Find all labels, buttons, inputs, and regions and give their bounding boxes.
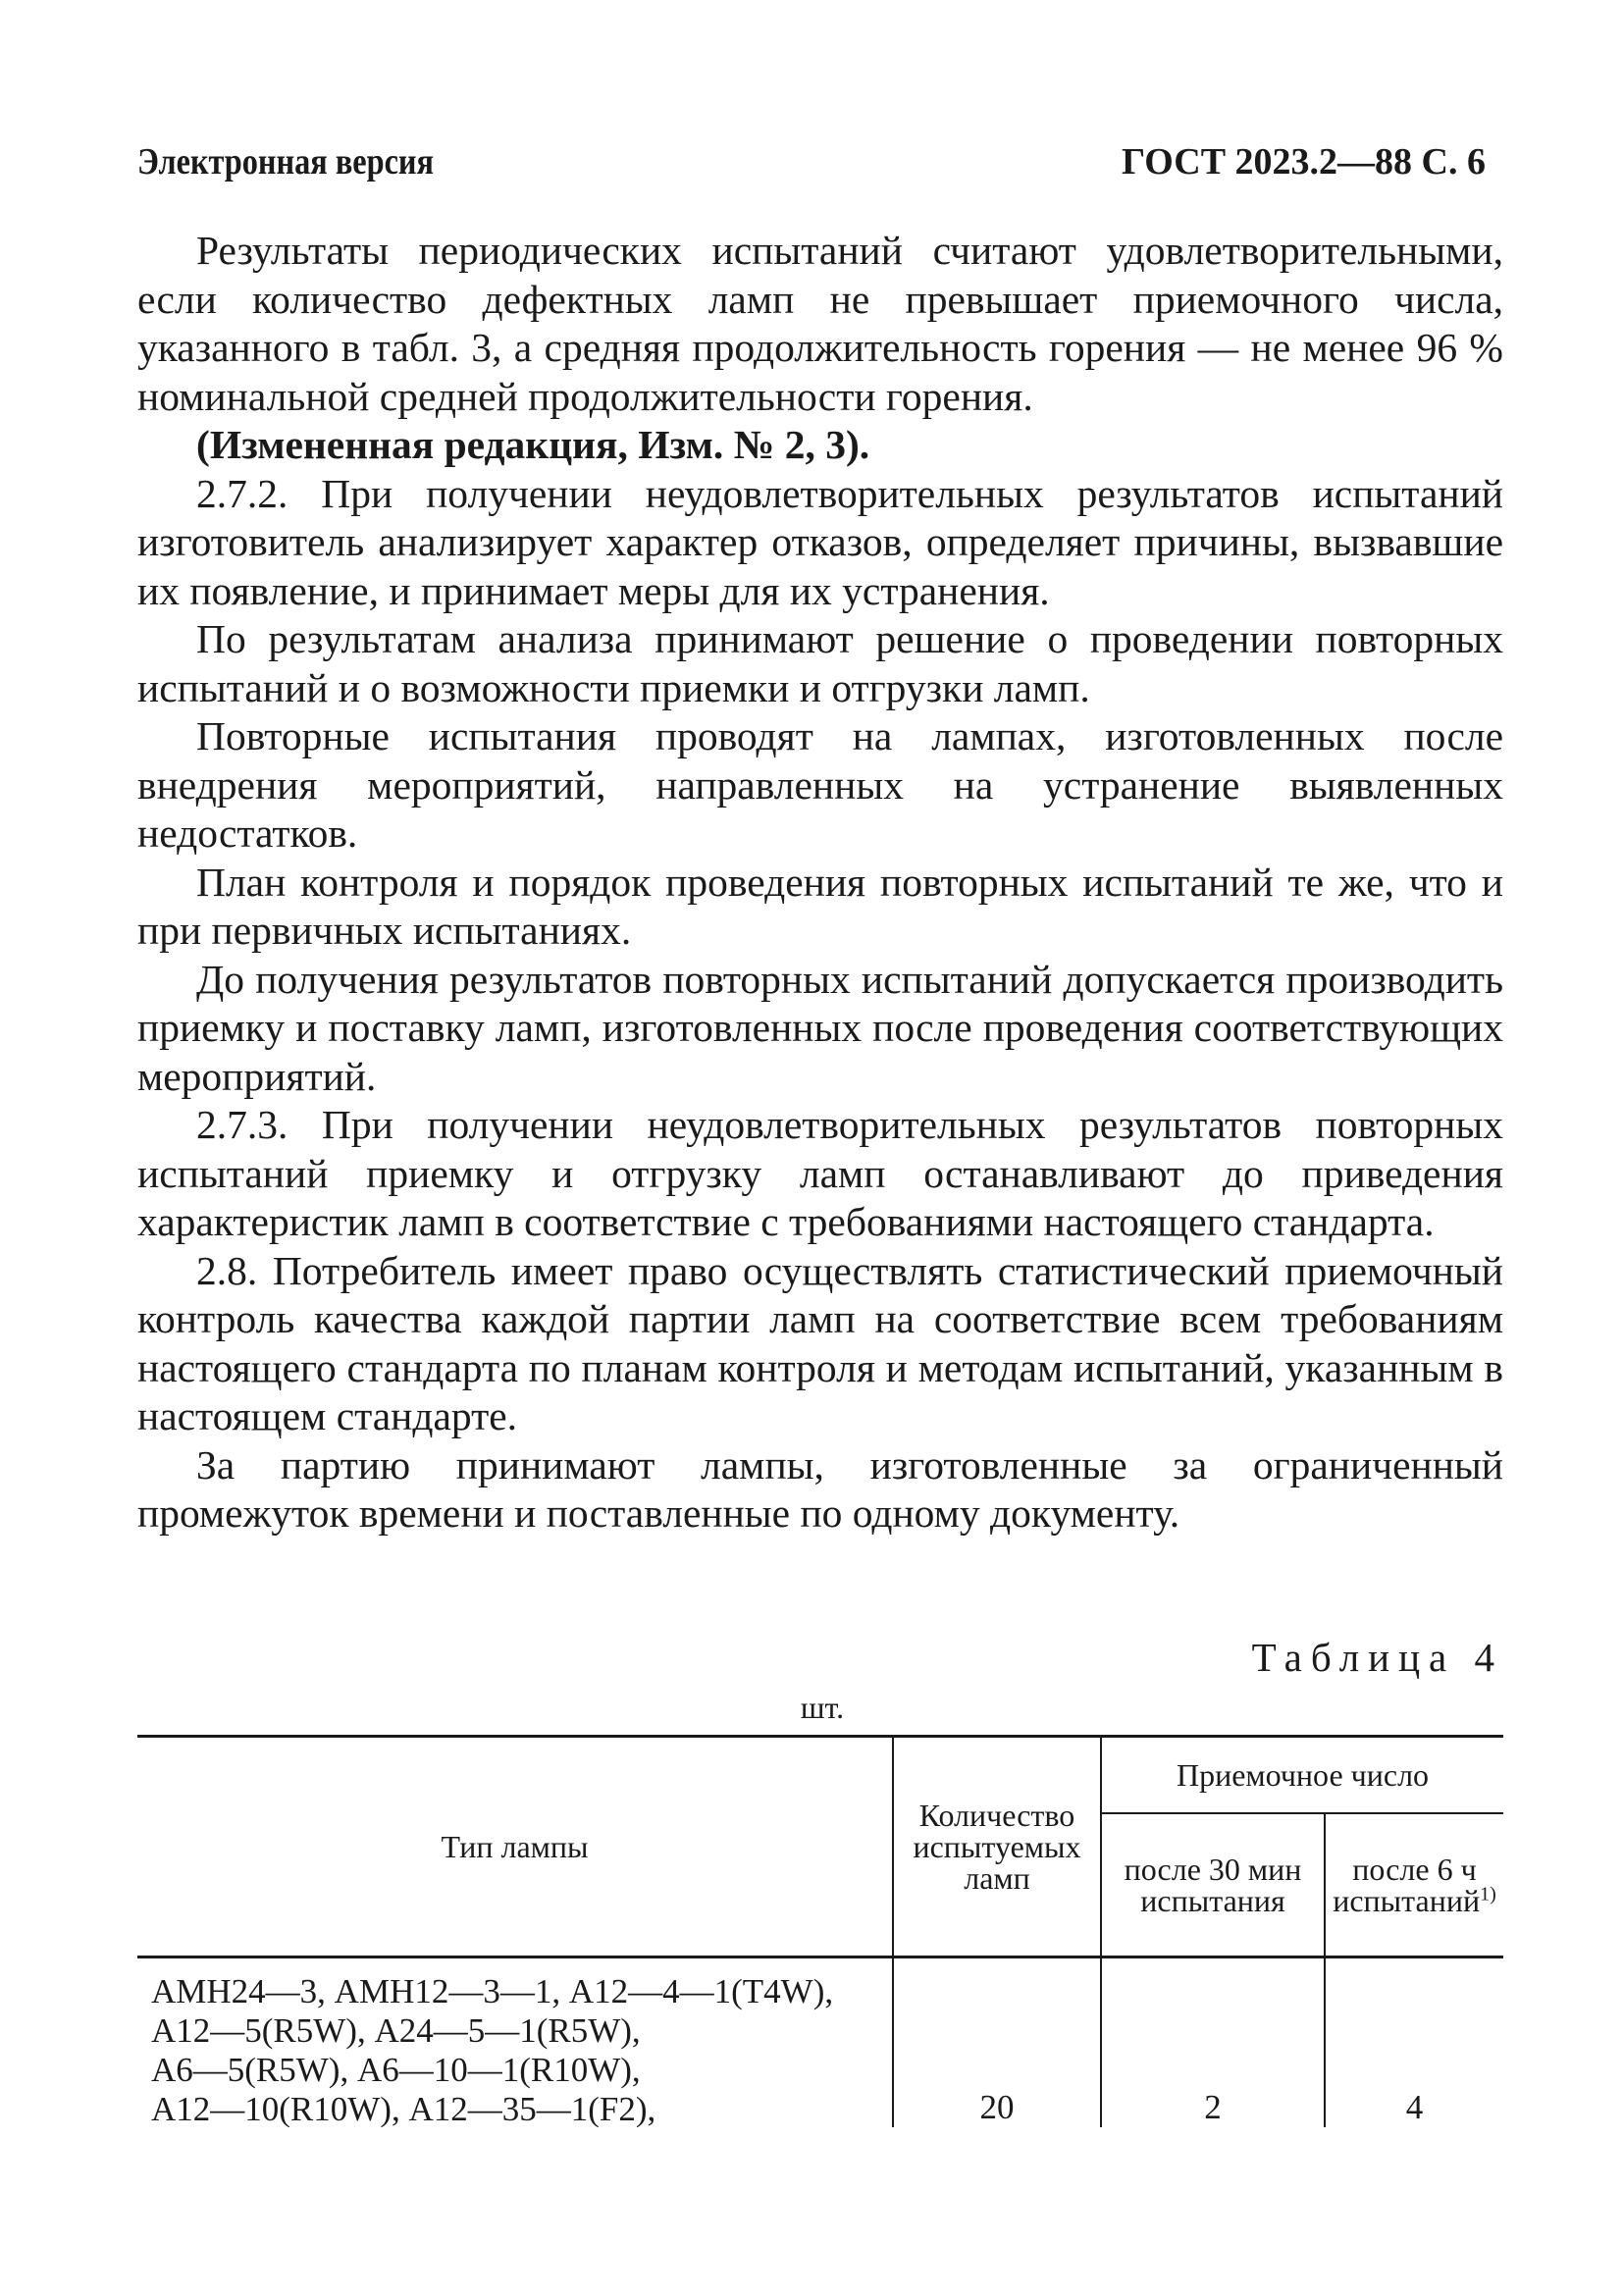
cell-after-30-min: 2 bbox=[1101, 1957, 1325, 2128]
paragraph: По результатам анализа принимают решение о проведении повторных испытаний и о возможности приемки и отгрузки ламп. bbox=[137, 616, 1503, 710]
paragraph: До получения результатов повторных испытаний допускается производить приемку и поставку ламп, изготовленных после проведения соответствующих мероприятий. bbox=[137, 956, 1503, 1099]
amendment-note: (Измененная редакция, Изм. № 2, 3). bbox=[196, 422, 870, 467]
paragraph: План контроля и порядок проведения повторных испытаний те же, что и при первичных испытаниях. bbox=[137, 859, 1503, 953]
cell-after-6-h: 4 bbox=[1325, 1957, 1503, 2128]
header-after-30-min: после 30 мин испытания bbox=[1101, 1813, 1325, 1957]
table-row bbox=[137, 1957, 1503, 2128]
cell-lamp-type: АМН24—3, АМН12—3—1, А12—4—1(Т4W), А12—5(R5W), А24—5—1(R5W), А6—5(R5W), А6—10—1(R10W), А12—10(R10W), А12—35—1(F2), bbox=[137, 1957, 893, 2128]
paragraph: 2.8. Потребитель имеет право осуществлять статистический приемочный контроль качества каждой партии ламп на соответствие всем требованиям настоящего стандарта по планам контроля и методам испытаний, указанным в настоящем стандарте. bbox=[137, 1247, 1503, 1438]
running-header bbox=[137, 137, 1486, 186]
paragraph: 2.7.2. При получении неудовлетворительных результатов испытаний изготовитель анализирует характер отказов, определяет причины, вызвавшие их появление, и принимает меры для их устранения. bbox=[137, 470, 1503, 613]
footnote-mark: 1) bbox=[1480, 1883, 1496, 1905]
table-caption: Таблица 4 bbox=[1251, 1635, 1503, 1680]
header-right-label: ГОСТ 2023.2—88 С. 6 bbox=[1122, 141, 1486, 183]
header-lamp-type: Тип лампы bbox=[137, 1737, 893, 1957]
header-acceptance-number: Приемочное число bbox=[1101, 1737, 1503, 1814]
body-text bbox=[137, 227, 1503, 1539]
cell-quantity: 20 bbox=[893, 1957, 1101, 2128]
table-unit-label: шт. bbox=[800, 1690, 845, 1725]
header-quantity: Количество испытуемых ламп bbox=[893, 1737, 1101, 1957]
header-after-6-h-label: после 6 ч испытаний bbox=[1333, 1852, 1481, 1918]
paragraph: За партию принимают лампы, изготовленные за ограниченный промежуток времени и поставленные по одному документу. bbox=[137, 1441, 1503, 1536]
header-left-label: Электронная версия bbox=[137, 141, 435, 183]
header-after-6-h bbox=[1325, 1813, 1503, 1957]
paragraph: Повторные испытания проводят на лампах, изготовленных после внедрения мероприятий, направленных на устранение выявленных недостатков. bbox=[137, 713, 1503, 856]
lamp-table bbox=[137, 1735, 1503, 2127]
paragraph: Результаты периодических испытаний считают удовлетворительными, если количество дефектных ламп не превышает приемочного числа, указанного в табл. 3, а средняя продолжительность горения — не менее 96 % номинальной средней продолжительности горения. bbox=[137, 228, 1503, 419]
table-container bbox=[137, 1735, 1503, 2127]
paragraph: 2.7.3. При получении неудовлетворительных результатов повторных испытаний приемку и отгрузку ламп останавливают до приведения характеристик ламп в соответствие с требованиями настоящего стандарта. bbox=[137, 1102, 1503, 1244]
